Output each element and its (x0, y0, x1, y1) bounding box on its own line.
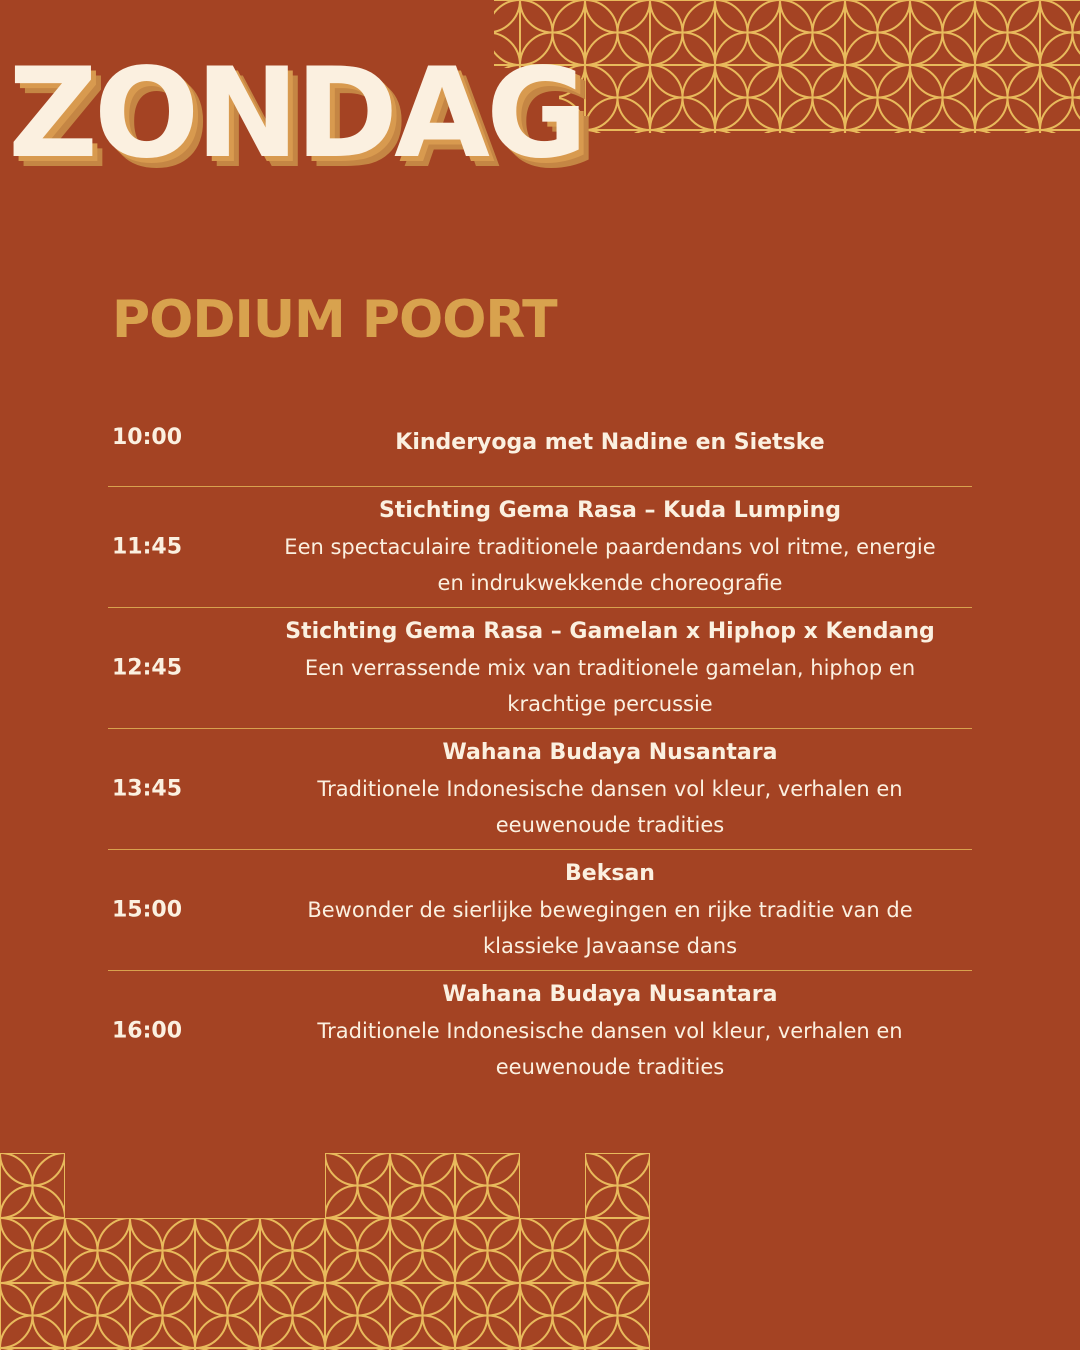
act-title: Stichting Gema Rasa – Gamelan x Hiphop x Kendang (285, 619, 935, 644)
time-label: 16:00 (112, 1018, 183, 1044)
act-description: Bewonder de sierlijke bewegingen en rijke traditie van de klassieke Javaanse dans (307, 898, 913, 958)
page-title: ZONDAG (8, 42, 584, 186)
act-info (248, 493, 972, 601)
schedule-row (108, 607, 972, 728)
act-description: Traditionele Indonesische dansen vol kleur, verhalen en eeuwenoude tradities (317, 777, 903, 837)
time-label: 10:00 (112, 425, 183, 450)
act-title: Beksan (565, 861, 655, 886)
act-title: Wahana Budaya Nusantara (442, 982, 778, 1007)
schedule-row (108, 849, 972, 970)
time-label: 11:45 (112, 534, 183, 560)
schedule-list (108, 400, 972, 1091)
act-title: Kinderyoga met Nadine en Sietske (395, 430, 825, 455)
act-info (248, 735, 972, 843)
time-label: 12:45 (112, 655, 183, 681)
stage-title: PODIUM POORT (112, 290, 557, 350)
act-description: Traditionele Indonesische dansen vol kleur, verhalen en eeuwenoude tradities (317, 1019, 903, 1079)
schedule-row (108, 400, 972, 486)
act-description: Een spectaculaire traditionele paardendans vol ritme, energie en indrukwekkende choreografie (284, 535, 936, 595)
act-info (248, 614, 972, 722)
time-label: 15:00 (112, 897, 183, 923)
act-title: Wahana Budaya Nusantara (442, 740, 778, 765)
act-info (248, 425, 972, 461)
schedule-row (108, 728, 972, 849)
schedule-row (108, 970, 972, 1091)
time-label: 13:45 (112, 776, 183, 802)
schedule-row (108, 486, 972, 607)
act-info (248, 856, 972, 964)
act-description: Een verrassende mix van traditionele gamelan, hiphop en krachtige percussie (304, 656, 916, 716)
batik-pattern-bottom-left (0, 1153, 654, 1350)
act-info (248, 977, 972, 1085)
act-title: Stichting Gema Rasa – Kuda Lumping (378, 498, 842, 523)
